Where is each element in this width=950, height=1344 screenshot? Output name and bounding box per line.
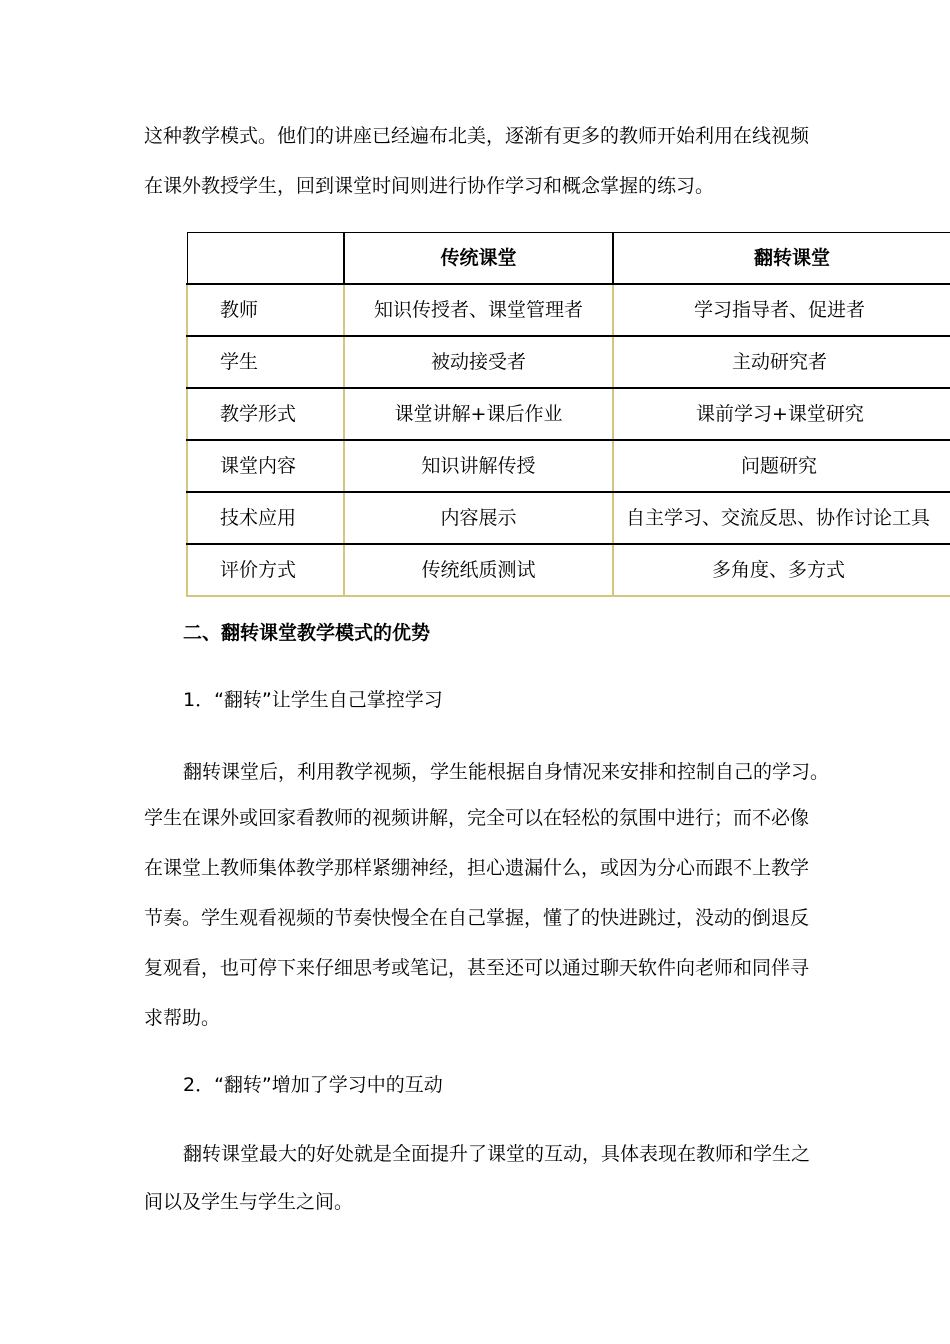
table-cell: 知识讲解传授	[344, 440, 613, 492]
table-cell: 学习指导者、促进者	[613, 284, 950, 336]
table-cell: 评价方式	[187, 544, 344, 596]
table-cell: 课堂讲解+课后作业	[344, 388, 613, 440]
intro-line-2: 在课外教授学生，回到课堂时间则进行协作学习和概念掌握的练习。	[144, 175, 715, 197]
table-cell: 主动研究者	[613, 336, 950, 388]
table-cell: 教学形式	[187, 388, 344, 440]
paragraph-line: 复观看，也可停下来仔细思考或笔记，甚至还可以通过聊天软件向老师和同伴寻	[144, 957, 810, 979]
table-header-cell: 翻转课堂	[613, 233, 950, 285]
section-heading: 二、翻转课堂教学模式的优势	[183, 622, 431, 644]
paragraph-line: 求帮助。	[144, 1007, 221, 1029]
intro-line-1: 这种教学模式。他们的讲座已经遍布北美，逐渐有更多的教师开始利用在线视频	[144, 125, 810, 147]
table-row	[187, 336, 950, 388]
table-cell: 课堂内容	[187, 440, 344, 492]
table-cell: 内容展示	[344, 492, 613, 544]
table-row	[187, 284, 950, 336]
table-cell: 传统纸质测试	[344, 544, 613, 596]
table-cell: 学生	[187, 336, 344, 388]
table-row	[187, 388, 950, 440]
table-cell: 教师	[187, 284, 344, 336]
subsection-heading-1: 1．“翻转”让学生自己掌控学习	[183, 689, 443, 711]
table-row	[187, 492, 950, 544]
table-cell: 课前学习+课堂研究	[613, 388, 950, 440]
table-cell: 知识传授者、课堂管理者	[344, 284, 613, 336]
paragraph-line: 在课堂上教师集体教学那样紧绷神经，担心遗漏什么，或因为分心而跟不上教学	[144, 857, 810, 879]
paragraph-line: 间以及学生与学生之间。	[144, 1191, 354, 1213]
table-cell: 问题研究	[613, 440, 950, 492]
table-row	[187, 544, 950, 596]
comparison-table	[186, 232, 950, 597]
table-cell: 被动接受者	[344, 336, 613, 388]
paragraph-line: 翻转课堂最大的好处就是全面提升了课堂的互动，具体表现在教师和学生之	[183, 1143, 811, 1165]
table-header-cell: 传统课堂	[344, 233, 613, 285]
paragraph-line: 节奏。学生观看视频的节奏快慢全在自己掌握，懂了的快进跳过，没动的倒退反	[144, 907, 810, 929]
paragraph-line: 学生在课外或回家看教师的视频讲解，完全可以在轻松的氛围中进行；而不必像	[144, 807, 810, 829]
paragraph-line: 翻转课堂后，利用教学视频，学生能根据自身情况来安排和控制自己的学习。	[183, 761, 830, 783]
table-cell: 技术应用	[187, 492, 344, 544]
table-cell: 多角度、多方式	[613, 544, 950, 596]
subsection-heading-2: 2．“翻转”增加了学习中的互动	[183, 1074, 443, 1096]
table-header-cell	[187, 233, 344, 285]
table-row	[187, 440, 950, 492]
table-header-row	[187, 233, 950, 285]
table-cell: 自主学习、交流反思、协作讨论工具	[613, 492, 950, 544]
